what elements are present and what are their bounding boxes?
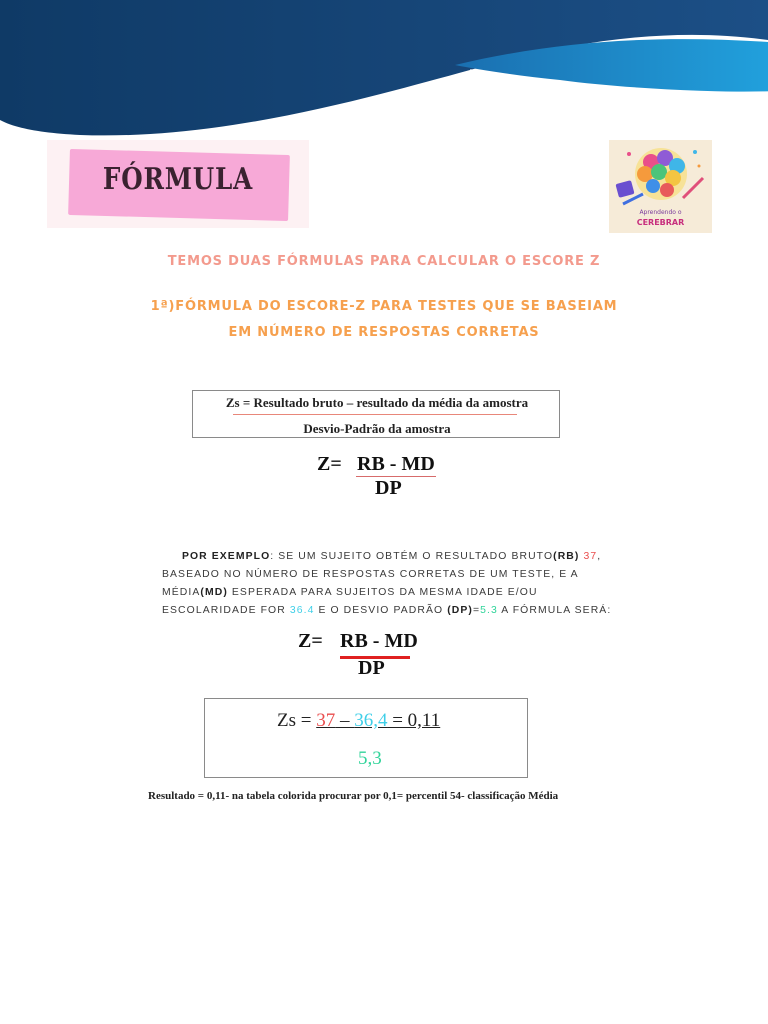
calculation-numerator [277,710,440,732]
fraction-line [233,414,517,415]
intro-heading: TEMOS DUAS FÓRMULAS PARA CALCULAR O ESCORE Z [167,254,601,269]
example-formula-numerator: RB - MD [340,630,418,652]
definition-denominator: Desvio-Padrão da amostra [303,421,451,436]
brain-logo [609,140,712,233]
example-text: : SE UM SUJEITO OBTÉM O RESULTADO BRUTO [270,551,554,562]
calc-prefix: Zs = [277,710,317,731]
example-text: ESPERADA PARA SUJEITOS DA MESMA IDADE E/OU ESCOLARIDADE FOR [162,587,538,616]
logo-caption-line1: Aprendendo o [639,209,682,216]
example-text: , BASEADO NO NÚMERO DE RESPOSTAS CORRETAS DE UM TESTE, E A MÉDIA [162,551,602,598]
calc-md: 36,4 [354,710,388,731]
title-banner [47,140,309,228]
dp-value: 5.3 [480,605,498,616]
example-text: E O DESVIO PADRÃO [314,605,448,616]
formula-lhs: Z= [317,453,342,475]
example-text: A FÓRMULA SERÁ: [497,605,612,616]
example-lead: POR EXEMPLO [181,551,271,562]
example-formula-denominator: DP [358,657,385,679]
definition-numerator: Zs = Resultado bruto – resultado da média da amostra [225,395,529,410]
header-wave-banner [0,0,768,150]
page-title: FÓRMULA [102,162,254,197]
calculation-box [204,698,528,778]
example-text: = [472,605,481,616]
rb-label: (RB) [553,551,580,562]
result-text: Resultado = 0,11- na tabela colorida procurar por 0,1= percentil 54- classificação Média [148,790,559,802]
formula-denominator: DP [375,477,402,499]
example-formula-lhs: Z= [298,630,323,652]
formula1-heading-line2: EM NÚMERO DE RESPOSTAS CORRETAS [228,325,540,340]
md-value: 36.4 [289,605,315,616]
example-paragraph [162,548,617,620]
calculation-denominator: 5,3 [358,748,382,769]
calc-minus: – [335,710,355,731]
formula-numerator: RB - MD [357,453,435,475]
logo-caption-line2: CEREBRAR [636,218,685,227]
dp-label: (DP) [447,605,473,616]
formula1-heading-line1: 1ª)FÓRMULA DO ESCORE-Z PARA TESTES QUE SE BASEIAM [150,299,618,314]
md-label: (MD) [200,587,228,598]
formula-definition-box [192,390,560,438]
calc-rb: 37 [316,710,336,731]
calc-result: = 0,11 [387,710,441,731]
rb-value: 37 [583,551,598,562]
